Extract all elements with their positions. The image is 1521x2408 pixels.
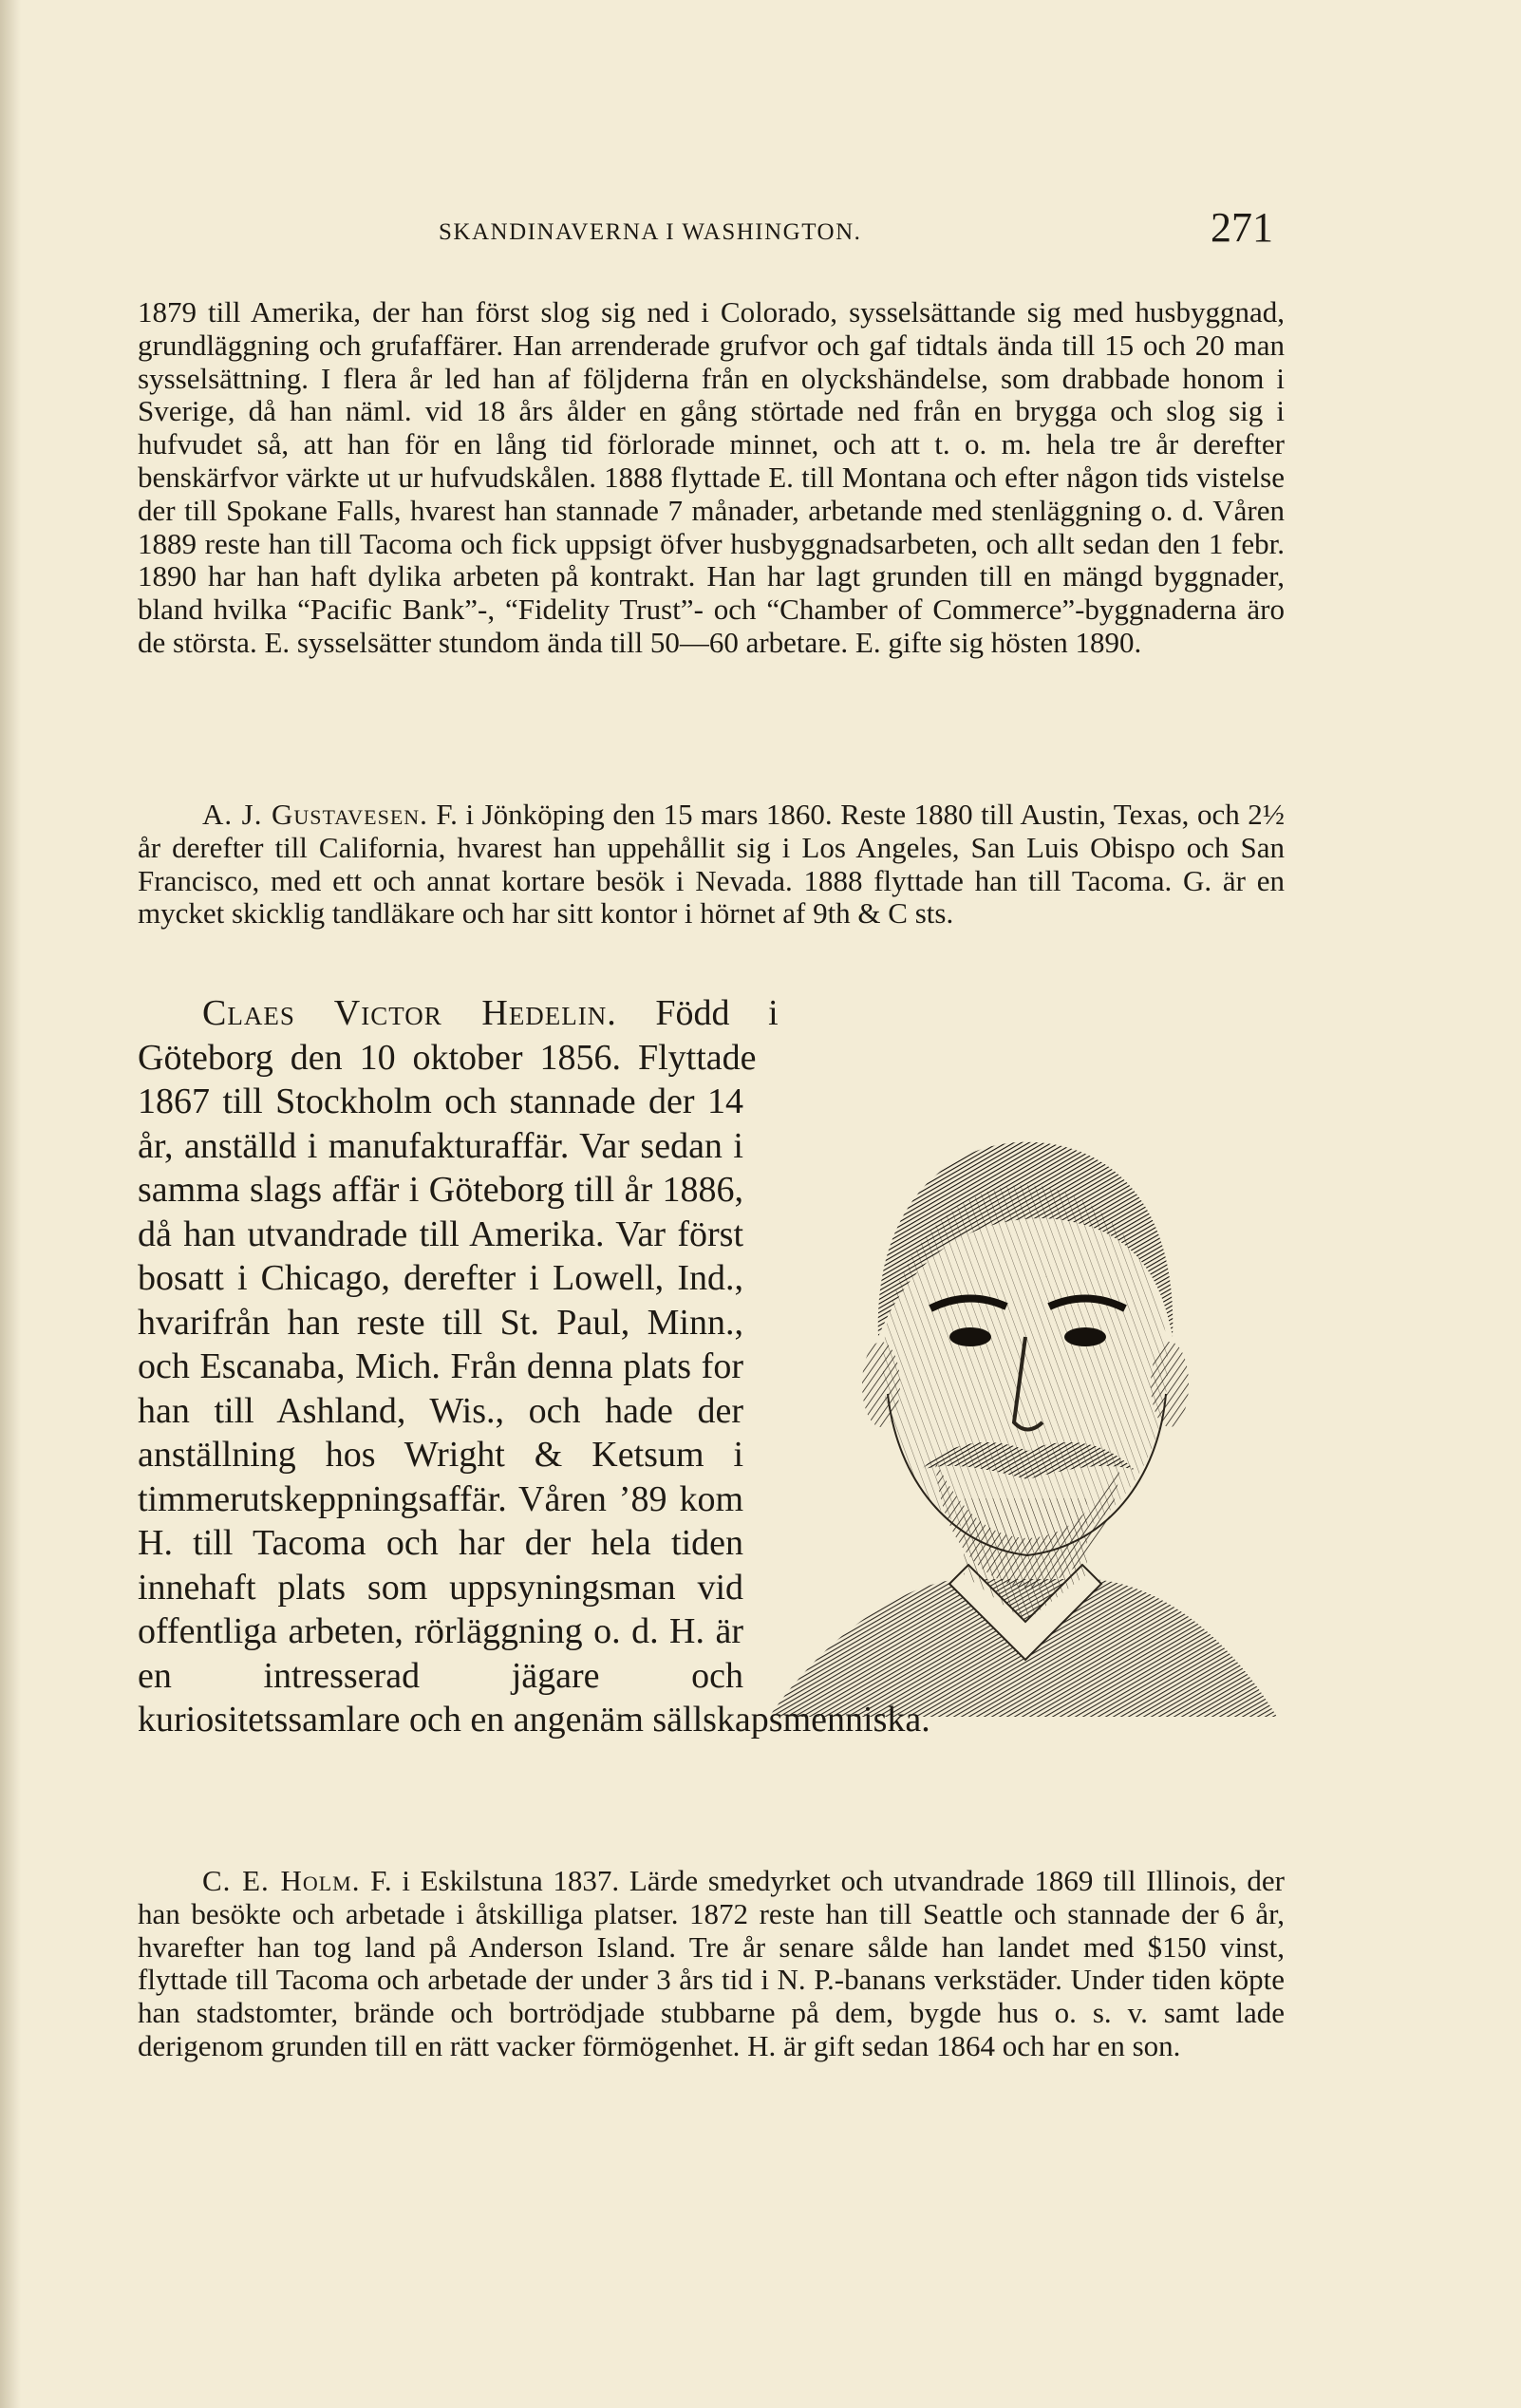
paragraph-text: F. i Eskilstuna 1837. Lärde smedyrket och utvandrade 1869 till Illinois, der han besökte och arbetade i åtskilliga platser. 1872 reste han till Seattle och stannade der 6 år, hvarefter han tog land på Anderson Island. Tre år senare sålde han landet med $150 vinst, flyttade till Tacoma och arbetade der under 3 års tid i N. P.-banans verkstäder. Under tiden köpte han stadstomter, brände och bortrödjade stubbarne på dem, bygde hus o. s. v. samt lade derigenom grunden till en rätt vacker förmögenhet. H. är gift sedan 1864 och har en son. bbox=[138, 1864, 1285, 2062]
paragraph-text: Född i Göteborg den 10 oktober 1856. Flyttade 1867 till Stockholm och stannade der 14 år, anställd i manufakturaffär. Var sedan i samma slags affär i Göteborg till år 1886, då han utvandrade till Amerika. Var först bosatt i Chicago, derefter i Lowell, Ind., hvarifrån han reste till St. Paul, Minn., och Escanaba, Mich. Från denna plats for han till Ashland, Wis., och hade der anställning hos Wright & Ketsum i timmerutskeppningsaffär. Våren ’89 kom H. till Tacoma och har der hela tiden innehaft plats som uppsyningsman vid offentliga arbeten, rörläggning o. d. H. är en intresserad jägare och kuriositetssamlare och en angenäm sällskapsmenniska. bbox=[138, 993, 930, 1740]
paragraph-hedelin bbox=[138, 991, 1285, 1742]
person-name: Claes Victor Hedelin. bbox=[202, 993, 617, 1033]
running-title: SKANDINAVERNA I WASHINGTON. bbox=[439, 219, 862, 245]
page-number: 271 bbox=[1211, 204, 1273, 251]
person-name: A. J. Gustavesen. bbox=[202, 798, 428, 831]
page-edge-shadow bbox=[0, 0, 21, 2408]
paragraph-gustavesen bbox=[138, 799, 1285, 931]
paragraph-holm bbox=[138, 1865, 1285, 2063]
paragraph-text: 1879 till Amerika, der han först slog sig ned i Colorado, sysselsättande sig med husbyggnad, grundläggning och grufaffärer. Han arrenderade grufvor och gaf tidtals ända till 15 och 20 man sysselsättning. I flera år led han af följderna från en olyckshändelse, som drabbade honom i Sverige, då han näml. vid 18 års ålder en gång störtade ned från en brygga och slog sig i hufvudet så, att han för en lång tid förlorade minnet, och att t. o. m. hela tre år derefter benskärfvor värkte ut ur hufvudskålen. 1888 flyttade E. till Montana och efter någon tids vistelse der till Spokane Falls, hvarest han stannade 7 månader, arbetande med stenläggning o. d. Våren 1889 reste han till Tacoma och fick uppsigt öfver husbyggnadsarbeten, och allt sedan den 1 febr. 1890 har han haft dylika arbeten på kontrakt. Han har lagt grunden till en mängd byggnader, bland hvilka “Pacific Bank”-, “Fidelity Trust”- och “Chamber of Commerce”-byggnaderna äro de största. E. sysselsätter stundom ända till 50—60 arbetare. E. gifte sig hösten 1890. bbox=[138, 295, 1285, 659]
person-name: C. E. Holm. bbox=[202, 1864, 361, 1897]
paragraph-text: F. i Jönköping den 15 mars 1860. Reste 1880 till Austin, Texas, och 2½ år derefter till California, hvarest han uppehållit sig i Los Angeles, San Luis Obispo och San Francisco, med ett och annat kortare besök i Nevada. 1888 flyttade han till Tacoma. G. är en mycket skicklig tandläkare och har sitt kontor i hörnet af 9th & C sts. bbox=[138, 798, 1285, 931]
paragraph-continued-biography bbox=[138, 296, 1285, 660]
